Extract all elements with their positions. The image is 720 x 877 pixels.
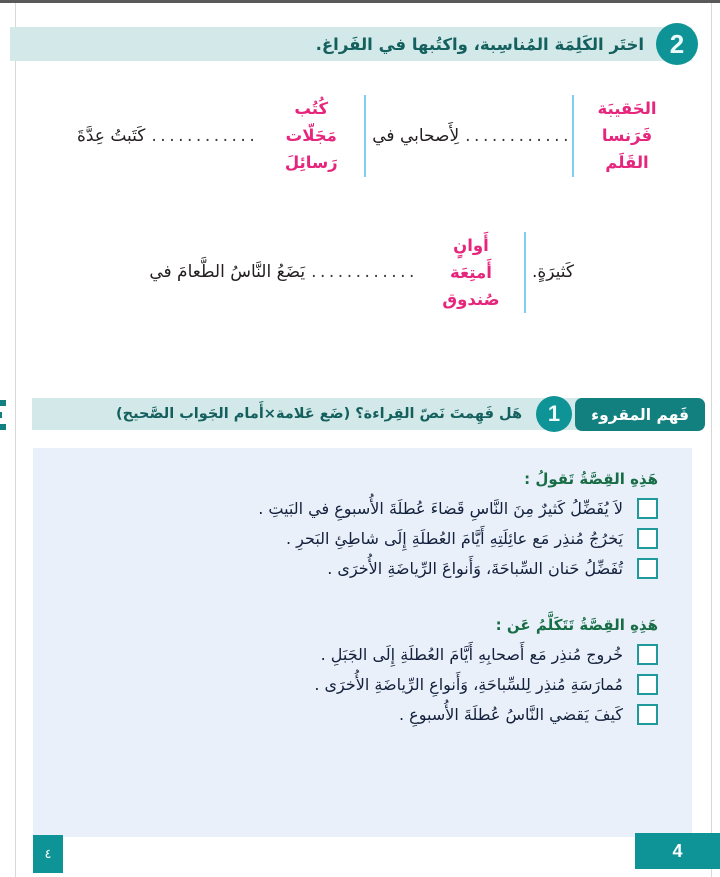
checkbox-icon[interactable] <box>637 498 658 519</box>
word-bank-option[interactable]: كُتُب <box>294 99 329 118</box>
comprehension-panel <box>33 448 692 837</box>
option-label: لاَ يُفَضِّلُ كَثيرٌ مِنَ النَّاسِ قَضاءَ عُطلَةَ الأُسبوعِ في البَيتِ . <box>258 499 623 518</box>
word-bank-option[interactable]: مَجَلّات <box>285 126 337 146</box>
option-label: يَخرُجُ مُنذِر مَع عائِلَتِهِ أَيَّامَ العُطلَةِ إِلَى شاطِئِ البَحرِ . <box>285 529 623 548</box>
word-bank-option[interactable]: فَرَنسا <box>601 126 653 146</box>
sentence-fragment: كَثيرَةٍ. <box>531 262 574 283</box>
section-1-question: هَل فَهِمتَ نَصّ القِراءة؟ (ضَع عَلامة×أَمام الجَواب الصَّحيح) <box>116 406 522 422</box>
section-1-number-badge: 1 <box>536 396 572 432</box>
word-bank-right <box>258 95 366 177</box>
tag-notch-decoration <box>0 424 6 430</box>
question-group <box>33 448 692 579</box>
checkbox-icon[interactable] <box>637 674 658 695</box>
exercise-2-body <box>40 95 680 313</box>
exercise-2-number-badge: 2 <box>656 23 698 65</box>
blank-dots[interactable]: ............ <box>465 125 572 146</box>
fill-in-row <box>40 95 680 177</box>
checkbox-icon[interactable] <box>637 528 658 549</box>
question-group <box>33 588 692 725</box>
tag-notch-decoration <box>0 400 6 406</box>
option-label: تُفَضِّلُ حَنان السِّباحَةَ، وَأَنواعَ الرِّياضَةِ الأُخرَى . <box>327 559 623 578</box>
option-row[interactable] <box>53 644 658 665</box>
sentence-fragment: لِأَصحابي في <box>372 125 460 146</box>
exercise-2-instruction: اختَر الكَلِمَة المُناسِبة، واكتُبها في الفَراغ. <box>315 34 644 54</box>
word-bank-option[interactable]: صُندوق <box>442 290 500 310</box>
word-bank-option[interactable]: رَسائِلَ <box>284 153 338 173</box>
option-label: كَيفَ يَقضي النَّاسُ عُطلَةَ الأُسبوعِ . <box>399 705 623 724</box>
page-top-border <box>0 0 720 3</box>
option-row[interactable] <box>53 528 658 549</box>
checkbox-icon[interactable] <box>637 558 658 579</box>
word-bank-option[interactable]: القَلَم <box>605 153 649 173</box>
word-bank-option[interactable]: أَمتِعَة <box>449 262 492 282</box>
question-prompt: هَذِهِ القِصَّةُ تَتَكَلَّمُ عَن : <box>495 616 658 634</box>
word-bank-right <box>418 232 526 314</box>
option-row[interactable] <box>53 674 658 695</box>
footer-page-number-left: ٤ <box>33 835 63 873</box>
word-bank-left <box>572 95 680 177</box>
blank-dots[interactable]: ............ <box>311 262 418 283</box>
checkbox-icon[interactable] <box>637 644 658 665</box>
exercise-2-header-bar <box>10 27 692 61</box>
left-gutter-rule <box>15 3 16 877</box>
checkbox-icon[interactable] <box>637 704 658 725</box>
option-row[interactable] <box>53 704 658 725</box>
blank-dots[interactable]: ............ <box>151 125 259 146</box>
fill-in-row <box>0 232 680 314</box>
option-label: خُروج مُنذِر مَع أَصحابِهِ أَيَّامَ العُطلَةِ إِلَى الجَبَلِ . <box>320 645 623 664</box>
tag-notch-decoration <box>0 412 2 418</box>
right-gutter-rule <box>711 3 712 877</box>
sentence-fragment: كَتَبتُ عِدَّةَ <box>76 125 146 146</box>
word-bank-option[interactable]: أَوانٍ <box>453 235 489 255</box>
section-1-tag-label: فَهم المقروء <box>575 398 705 431</box>
option-row[interactable] <box>53 498 658 519</box>
word-bank-option[interactable]: الحَقيبَة <box>597 99 657 118</box>
question-prompt: هَذِهِ القِصَّةُ تَقولُ : <box>524 470 658 488</box>
footer-page-number-right: 4 <box>635 833 720 869</box>
sentence-fragment: يَضَعُ النَّاسُ الطَّعامَ في <box>149 262 306 283</box>
option-row[interactable] <box>53 558 658 579</box>
option-label: مُمارَسَةِ مُنذِر لِلسِّباحَةِ، وَأَنواعِ الرِّياضَةِ الأُخرَى . <box>314 675 623 694</box>
